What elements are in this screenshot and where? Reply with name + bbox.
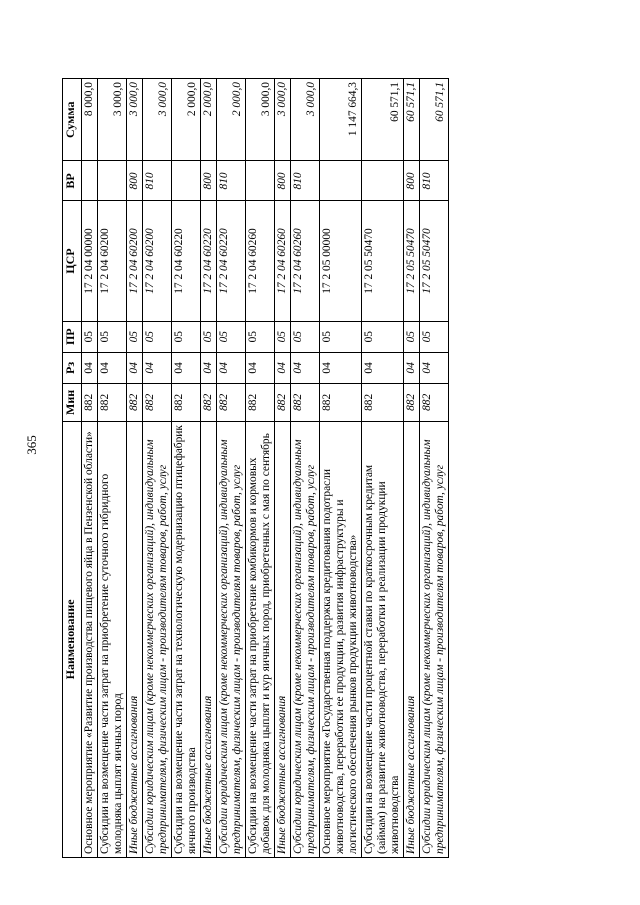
cell-pr: 05 <box>275 321 291 352</box>
cell-sum: 3 000,0 <box>127 79 143 161</box>
cell-rz: 04 <box>362 352 404 383</box>
cell-sum: 8 000,0 <box>82 79 98 161</box>
cell-pr: 05 <box>362 321 404 352</box>
cell-pr: 05 <box>246 321 275 352</box>
cell-vr: 800 <box>275 161 291 201</box>
cell-vr: 810 <box>217 161 246 201</box>
table-row <box>217 79 246 858</box>
cell-rz: 04 <box>217 352 246 383</box>
cell-csr: 17 2 05 50470 <box>420 201 449 321</box>
cell-pr: 05 <box>201 321 217 352</box>
cell-min: 882 <box>291 383 320 421</box>
cell-vr <box>320 161 362 201</box>
cell-vr: 800 <box>201 161 217 201</box>
cell-vr: 800 <box>404 161 420 201</box>
cell-rz: 04 <box>246 352 275 383</box>
table-row <box>404 79 420 858</box>
cell-vr: 800 <box>127 161 143 201</box>
table-row <box>127 79 143 858</box>
cell-rz: 04 <box>320 352 362 383</box>
cell-csr: 17 2 04 60220 <box>172 201 201 321</box>
cell-sum: 3 000,0 <box>143 79 172 161</box>
cell-rz: 04 <box>82 352 98 383</box>
header-vr: ВР <box>63 161 82 201</box>
table-row <box>201 79 217 858</box>
table-row <box>82 79 98 858</box>
header-min: Мин <box>63 383 82 421</box>
cell-csr: 17 2 04 60200 <box>98 201 127 321</box>
header-csr: ЦСР <box>63 201 82 321</box>
cell-csr: 17 2 04 60220 <box>217 201 246 321</box>
rotated-table-area <box>62 78 540 858</box>
header-rz: Рз <box>63 352 82 383</box>
cell-rz: 04 <box>172 352 201 383</box>
table-row <box>246 79 275 858</box>
cell-vr: 810 <box>143 161 172 201</box>
cell-sum: 60 571,1 <box>420 79 449 161</box>
cell-name: Субсидии юридическим лицам (кроме некоммерческих организаций), индивидуальным предпринимателям, физическим лицам - производителям товаров, работ, услуг <box>420 421 449 857</box>
table-row <box>291 79 320 858</box>
cell-rz: 04 <box>201 352 217 383</box>
cell-sum: 2 000,0 <box>172 79 201 161</box>
cell-sum: 2 000,0 <box>201 79 217 161</box>
cell-rz: 04 <box>404 352 420 383</box>
cell-name: Субсидии на возмещение части затрат на приобретение суточного гибридного молодняка цыплят яичных пород <box>98 421 127 857</box>
cell-name: Субсидии юридическим лицам (кроме некоммерческих организаций), индивидуальным предпринимателям, физическим лицам - производителям товаров, работ, услуг <box>217 421 246 857</box>
cell-min: 882 <box>127 383 143 421</box>
cell-csr: 17 2 04 00000 <box>82 201 98 321</box>
cell-vr <box>98 161 127 201</box>
cell-sum: 60 571,1 <box>362 79 404 161</box>
budget-table <box>62 78 449 858</box>
cell-name: Субсидии на возмещение части затрат на приобретение комбикормов и кормовых добавок для молодняка цыплят и кур яичных пород, приобретенных с мая по сентябрь <box>246 421 275 857</box>
cell-pr: 05 <box>143 321 172 352</box>
cell-pr: 05 <box>127 321 143 352</box>
cell-name: Иные бюджетные ассигнования <box>275 421 291 857</box>
cell-name: Субсидии юридическим лицам (кроме некоммерческих организаций), индивидуальным предпринимателям, физическим лицам - производителям товаров, работ, услуг <box>143 421 172 857</box>
cell-sum: 1 147 664,3 <box>320 79 362 161</box>
cell-min: 882 <box>420 383 449 421</box>
cell-rz: 04 <box>127 352 143 383</box>
cell-sum: 3 000,0 <box>291 79 320 161</box>
cell-csr: 17 2 04 60220 <box>201 201 217 321</box>
cell-name: Иные бюджетные ассигнования <box>127 421 143 857</box>
cell-csr: 17 2 04 60260 <box>275 201 291 321</box>
table-row <box>98 79 127 858</box>
cell-pr: 05 <box>404 321 420 352</box>
cell-pr: 05 <box>217 321 246 352</box>
cell-min: 882 <box>201 383 217 421</box>
cell-pr: 05 <box>172 321 201 352</box>
cell-pr: 05 <box>320 321 362 352</box>
cell-pr: 05 <box>420 321 449 352</box>
cell-min: 882 <box>320 383 362 421</box>
table-header-row <box>63 79 82 858</box>
cell-sum: 3 000,0 <box>98 79 127 161</box>
header-pr: ПР <box>63 321 82 352</box>
header-name: Наименование <box>63 421 82 857</box>
cell-csr: 17 2 05 50470 <box>404 201 420 321</box>
cell-csr: 17 2 04 60200 <box>127 201 143 321</box>
table-row <box>143 79 172 858</box>
cell-min: 882 <box>275 383 291 421</box>
cell-vr <box>362 161 404 201</box>
cell-pr: 05 <box>291 321 320 352</box>
cell-vr <box>82 161 98 201</box>
cell-sum: 2 000,0 <box>217 79 246 161</box>
cell-rz: 04 <box>143 352 172 383</box>
page-number: 365 <box>24 435 39 455</box>
cell-vr <box>172 161 201 201</box>
cell-csr: 17 2 05 50470 <box>362 201 404 321</box>
cell-vr <box>246 161 275 201</box>
cell-name: Субсидии юридическим лицам (кроме некоммерческих организаций), индивидуальным предпринимателям, физическим лицам - производителям товаров, работ, услуг <box>291 421 320 857</box>
cell-name: Основное мероприятие «Развитие производства пищевого яйца в Пензенской области» <box>82 421 98 857</box>
cell-min: 882 <box>246 383 275 421</box>
cell-vr: 810 <box>291 161 320 201</box>
cell-rz: 04 <box>98 352 127 383</box>
cell-sum: 3 000,0 <box>246 79 275 161</box>
table-row <box>362 79 404 858</box>
cell-min: 882 <box>217 383 246 421</box>
cell-min: 882 <box>404 383 420 421</box>
cell-min: 882 <box>98 383 127 421</box>
cell-rz: 04 <box>275 352 291 383</box>
cell-min: 882 <box>172 383 201 421</box>
cell-rz: 04 <box>291 352 320 383</box>
header-sum: Сумма <box>63 79 82 161</box>
cell-sum: 60 571,1 <box>404 79 420 161</box>
table-row <box>320 79 362 858</box>
cell-csr: 17 2 05 00000 <box>320 201 362 321</box>
cell-csr: 17 2 04 60200 <box>143 201 172 321</box>
table-row <box>420 79 449 858</box>
cell-min: 882 <box>143 383 172 421</box>
cell-pr: 05 <box>82 321 98 352</box>
table-row <box>275 79 291 858</box>
cell-name: Иные бюджетные ассигнования <box>201 421 217 857</box>
cell-min: 882 <box>82 383 98 421</box>
cell-name: Субсидии на возмещение части затрат на технологическую модернизацию птицефабрик яичного производства <box>172 421 201 857</box>
cell-name: Основное мероприятие «Государственная поддержка кредитования подотрасли животноводства, переработки ее продукции, развития инфраструктуры и логистического обеспечения рынков продукции животноводства» <box>320 421 362 857</box>
table-row <box>172 79 201 858</box>
cell-vr: 810 <box>420 161 449 201</box>
cell-csr: 17 2 04 60260 <box>291 201 320 321</box>
cell-min: 882 <box>362 383 404 421</box>
cell-rz: 04 <box>420 352 449 383</box>
table-body <box>82 79 449 858</box>
cell-name: Иные бюджетные ассигнования <box>404 421 420 857</box>
cell-sum: 3 000,0 <box>275 79 291 161</box>
cell-name: Субсидии на возмещение части процентной ставки по краткосрочным кредитам (займам) на развитие животноводства, переработки и реализации продукции животноводства <box>362 421 404 857</box>
cell-pr: 05 <box>98 321 127 352</box>
cell-csr: 17 2 04 60260 <box>246 201 275 321</box>
